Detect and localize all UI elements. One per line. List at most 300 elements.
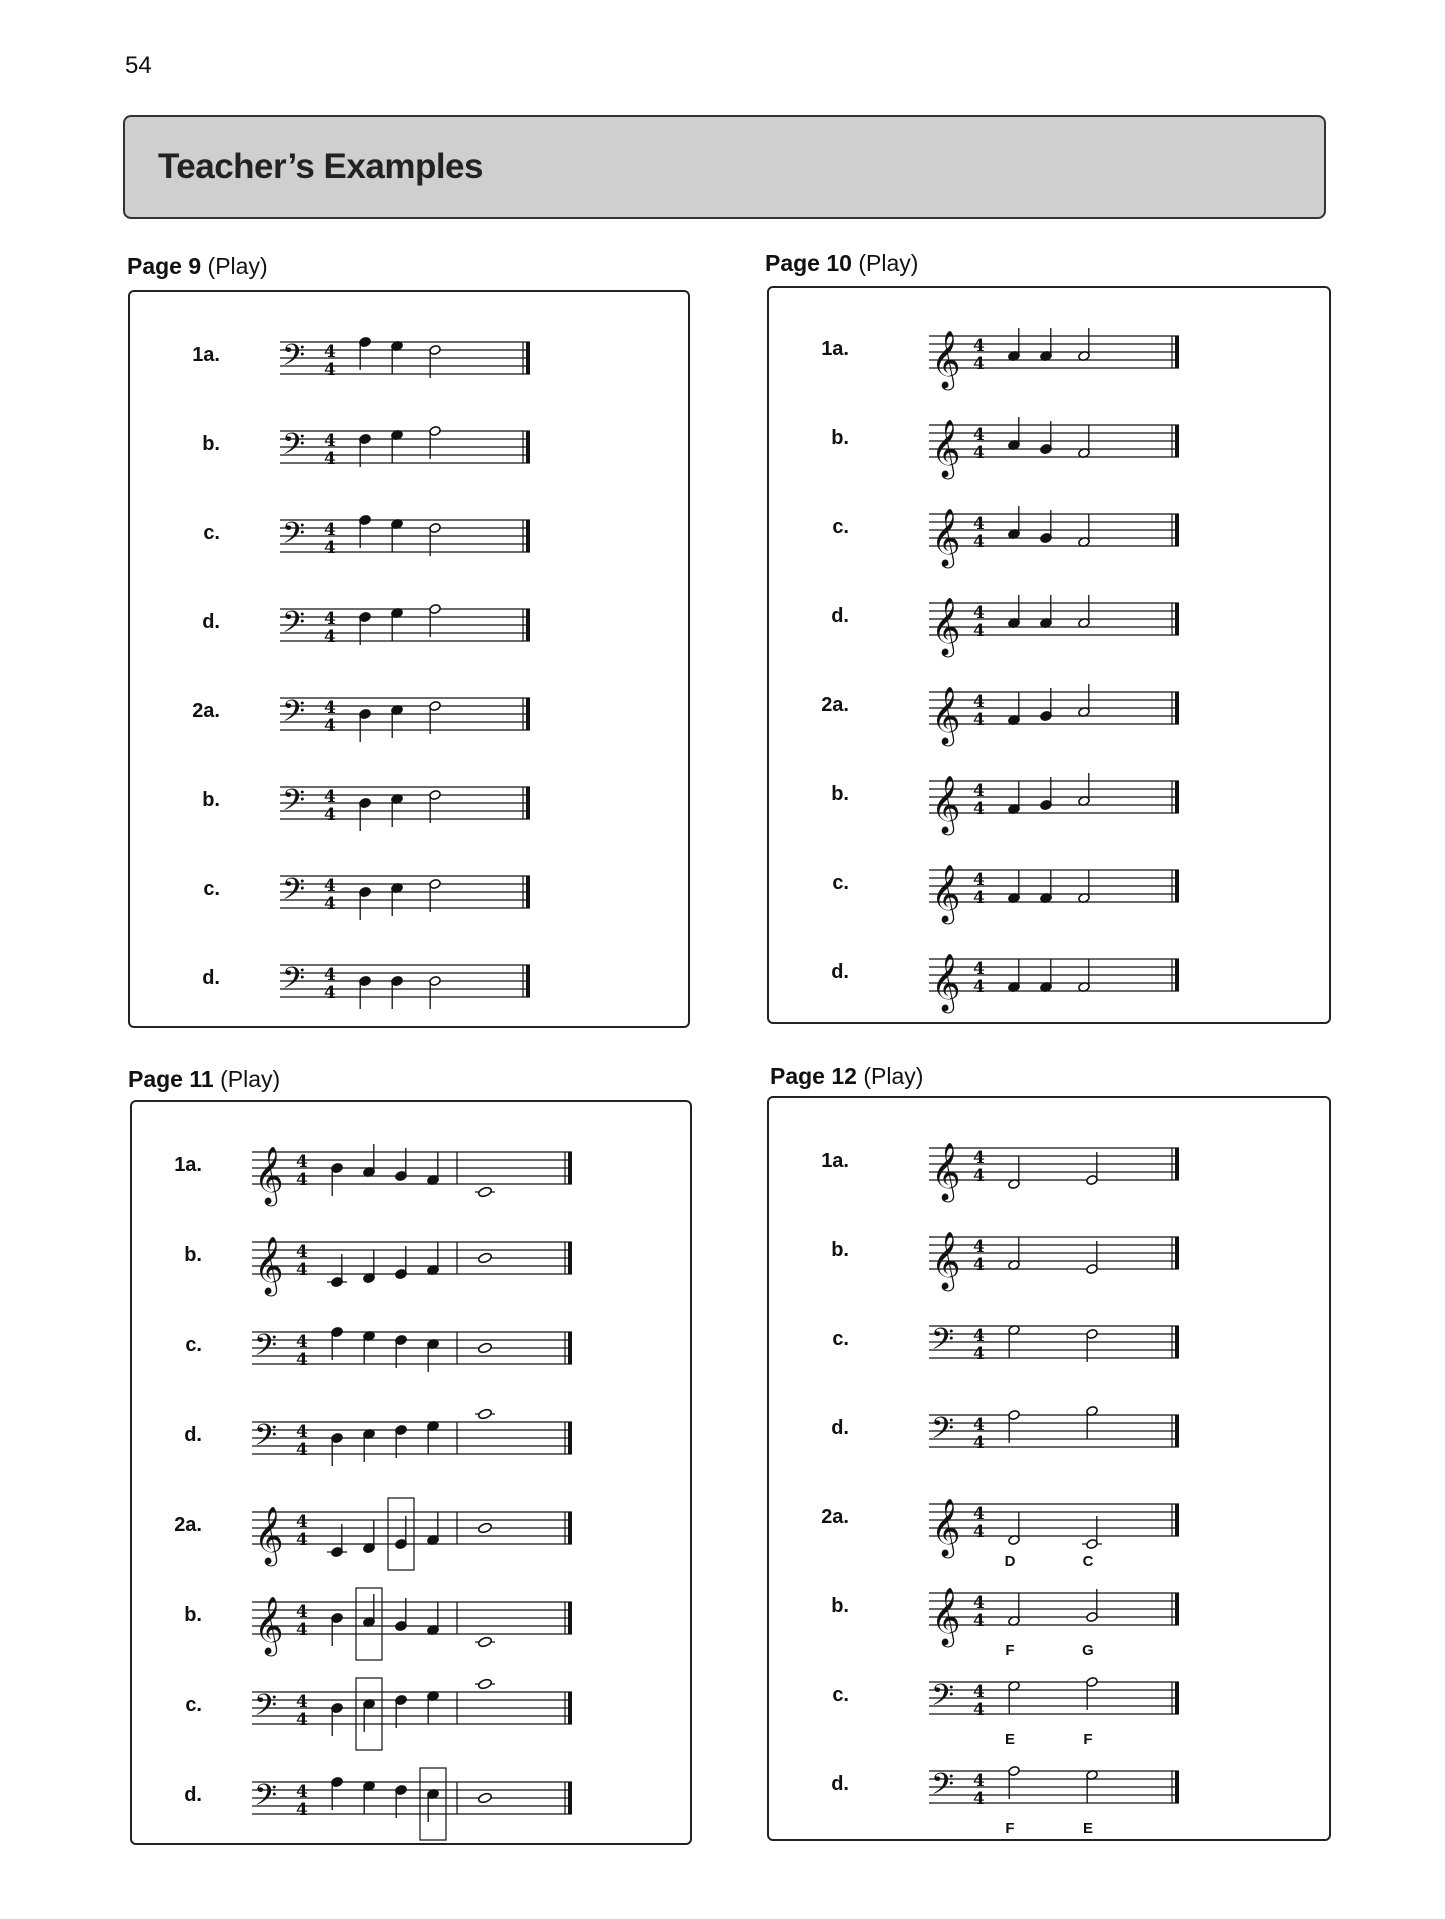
- final-barline: [526, 520, 530, 552]
- section-banner: [123, 115, 1326, 219]
- time-signature-bottom: 4: [973, 977, 985, 997]
- staff: [929, 761, 1189, 851]
- music-example: [769, 850, 1329, 920]
- exercise-panel-page-9: [128, 290, 690, 1028]
- staff: [280, 945, 540, 1035]
- example-label: b.: [202, 433, 220, 455]
- bass-clef-icon: 𝄢: [282, 962, 306, 1003]
- bass-clef-icon: 𝄢: [931, 1679, 955, 1720]
- staff: [929, 1751, 1189, 1841]
- music-example: [769, 316, 1329, 386]
- time-signature-bottom: 4: [973, 1700, 985, 1720]
- final-barline: [1175, 1326, 1179, 1358]
- music-example: [130, 589, 688, 659]
- note: [1040, 510, 1052, 543]
- notehead: [478, 1792, 493, 1804]
- treble-clef-icon: 𝄞: [254, 1236, 284, 1294]
- bass-clef-icon: 𝄢: [282, 784, 306, 825]
- note: [388, 1498, 414, 1570]
- example-label: d.: [831, 1417, 849, 1439]
- example-label: 2a.: [821, 1506, 849, 1528]
- note: [475, 1186, 495, 1198]
- note: [1005, 1593, 1020, 1659]
- music-example: [132, 1762, 690, 1832]
- final-barline: [568, 1692, 572, 1724]
- final-barline: [1175, 1415, 1179, 1447]
- example-label: b.: [184, 1604, 202, 1626]
- time-signature-bottom: 4: [973, 354, 985, 374]
- note: [1005, 1766, 1020, 1837]
- time-signature-top: 4: [324, 876, 336, 896]
- highlight-box: [420, 1768, 446, 1840]
- staff: [929, 1395, 1189, 1485]
- bass-clef-icon: 𝄢: [282, 339, 306, 380]
- note-name-label: E: [1082, 1820, 1094, 1837]
- time-signature-top: 4: [324, 965, 336, 985]
- music-example: [130, 500, 688, 570]
- note: [1086, 1241, 1098, 1274]
- exercise-panel-page-12: [767, 1096, 1331, 1841]
- notehead: [478, 1522, 493, 1534]
- example-label: 1a.: [821, 1150, 849, 1172]
- note: [391, 608, 403, 641]
- note: [420, 1768, 446, 1840]
- staff: [252, 1132, 582, 1222]
- note: [1040, 595, 1052, 628]
- note: [429, 701, 441, 734]
- time-signature-bottom: 4: [973, 621, 985, 641]
- note: [1040, 870, 1052, 903]
- note: [1008, 959, 1020, 992]
- staff: [929, 316, 1189, 406]
- note: [1040, 421, 1052, 454]
- final-barline: [526, 876, 530, 908]
- time-signature-bottom: 4: [973, 1166, 985, 1186]
- note: [363, 1250, 375, 1283]
- banner-title: Teacher’s Examples: [158, 147, 483, 186]
- note: [475, 1636, 495, 1648]
- staff: [252, 1672, 582, 1762]
- example-label: d.: [184, 1784, 202, 1806]
- final-barline: [1175, 692, 1179, 724]
- example-label: c.: [832, 1684, 849, 1706]
- note: [359, 515, 371, 548]
- note: [331, 1777, 343, 1810]
- time-signature-top: 4: [973, 1593, 985, 1613]
- note: [391, 794, 403, 827]
- note: [1040, 959, 1052, 992]
- note: [363, 1781, 375, 1814]
- final-barline: [568, 1782, 572, 1814]
- example-label: b.: [831, 427, 849, 449]
- note: [429, 790, 441, 823]
- example-label: 1a.: [192, 344, 220, 366]
- final-barline: [1175, 1148, 1179, 1180]
- time-signature-top: 4: [296, 1692, 308, 1712]
- time-signature-top: 4: [296, 1332, 308, 1352]
- music-example: [769, 494, 1329, 564]
- notehead: [478, 1678, 493, 1690]
- note: [1078, 328, 1090, 361]
- staff: [252, 1492, 582, 1582]
- time-signature-bottom: 4: [324, 360, 336, 380]
- note: [1008, 1237, 1020, 1270]
- note: [331, 1703, 343, 1736]
- note: [427, 1421, 439, 1454]
- note: [331, 1613, 343, 1646]
- music-example: [769, 1217, 1329, 1287]
- note-name-label: D: [1004, 1553, 1016, 1570]
- bass-clef-icon: 𝄢: [282, 517, 306, 558]
- note: [1008, 506, 1020, 539]
- time-signature-bottom: 4: [296, 1440, 308, 1460]
- time-signature-bottom: 4: [296, 1350, 308, 1370]
- note: [1082, 1589, 1098, 1659]
- example-label: d.: [202, 967, 220, 989]
- music-example: [132, 1672, 690, 1742]
- staff: [929, 405, 1189, 495]
- note: [363, 1429, 375, 1462]
- note: [1083, 1677, 1098, 1748]
- bass-clef-icon: 𝄢: [282, 428, 306, 469]
- example-label: 2a.: [192, 700, 220, 722]
- note: [427, 1152, 439, 1185]
- time-signature-bottom: 4: [973, 710, 985, 730]
- note: [427, 1512, 439, 1545]
- music-example: [769, 672, 1329, 742]
- treble-clef-icon: 𝄞: [931, 597, 961, 655]
- time-signature-top: 4: [973, 425, 985, 445]
- example-label: b.: [831, 1239, 849, 1261]
- music-example: [769, 1573, 1329, 1659]
- section-title-page-10: Page 10 (Play): [765, 250, 919, 276]
- note: [429, 879, 441, 912]
- staff: [280, 589, 540, 679]
- time-signature-top: 4: [296, 1782, 308, 1802]
- note: [327, 1524, 347, 1557]
- time-signature-top: 4: [296, 1602, 308, 1622]
- time-signature-top: 4: [324, 787, 336, 807]
- treble-clef-icon: 𝄞: [931, 1498, 961, 1556]
- time-signature-bottom: 4: [296, 1620, 308, 1640]
- time-signature-top: 4: [973, 1504, 985, 1524]
- note: [391, 430, 403, 463]
- note: [1040, 777, 1052, 810]
- note: [1008, 692, 1020, 725]
- note: [429, 976, 441, 1009]
- example-label: b.: [202, 789, 220, 811]
- time-signature-top: 4: [973, 1682, 985, 1702]
- highlight-box: [356, 1678, 382, 1750]
- bass-clef-icon: 𝄢: [254, 1779, 278, 1820]
- note: [327, 1254, 347, 1287]
- staff: [929, 672, 1189, 762]
- time-signature-bottom: 4: [296, 1170, 308, 1190]
- final-barline: [526, 698, 530, 730]
- final-barline: [1175, 1237, 1179, 1269]
- time-signature-top: 4: [973, 1326, 985, 1346]
- time-signature-bottom: 4: [324, 449, 336, 469]
- note: [359, 798, 371, 831]
- exercise-panel-page-11: [130, 1100, 692, 1845]
- example-label: 2a.: [821, 694, 849, 716]
- note: [1005, 1512, 1021, 1570]
- note: [1078, 870, 1090, 903]
- final-barline: [568, 1242, 572, 1274]
- time-signature-top: 4: [973, 870, 985, 890]
- note: [427, 1242, 439, 1275]
- music-example: [769, 1751, 1329, 1837]
- final-barline: [1175, 781, 1179, 813]
- staff: [929, 494, 1189, 584]
- time-signature-top: 4: [324, 520, 336, 540]
- final-barline: [526, 342, 530, 374]
- note: [391, 976, 403, 1009]
- time-signature-top: 4: [324, 342, 336, 362]
- music-example: [132, 1582, 690, 1652]
- final-barline: [1175, 1682, 1179, 1714]
- staff: [929, 1306, 1189, 1396]
- section-title-page-11: Page 11 (Play): [128, 1066, 281, 1092]
- bass-clef-icon: 𝄢: [282, 873, 306, 914]
- note: [1008, 328, 1020, 361]
- note: [391, 341, 403, 374]
- time-signature-top: 4: [296, 1242, 308, 1262]
- music-example: [769, 939, 1329, 1009]
- time-signature-top: 4: [324, 609, 336, 629]
- music-example: [769, 1306, 1329, 1376]
- note: [331, 1433, 343, 1466]
- note: [1078, 684, 1090, 717]
- example-label: b.: [184, 1244, 202, 1266]
- time-signature-bottom: 4: [973, 1789, 985, 1809]
- time-signature-bottom: 4: [296, 1260, 308, 1280]
- time-signature-bottom: 4: [324, 627, 336, 647]
- staff: [929, 1128, 1189, 1218]
- note: [1082, 1516, 1102, 1570]
- final-barline: [568, 1602, 572, 1634]
- note: [427, 1691, 439, 1724]
- note: [356, 1678, 382, 1750]
- bass-clef-icon: 𝄢: [254, 1419, 278, 1460]
- treble-clef-icon: 𝄞: [254, 1596, 284, 1654]
- notehead: [478, 1186, 493, 1198]
- final-barline: [1175, 514, 1179, 546]
- note: [1078, 773, 1090, 806]
- note: [331, 1327, 343, 1360]
- staff: [929, 1484, 1189, 1574]
- note: [427, 1602, 439, 1635]
- time-signature-bottom: 4: [296, 1800, 308, 1820]
- exercise-panel-page-10: [767, 286, 1331, 1024]
- time-signature-bottom: 4: [324, 894, 336, 914]
- final-barline: [568, 1332, 572, 1364]
- note: [1008, 595, 1020, 628]
- note: [1078, 595, 1090, 628]
- music-example: [769, 1128, 1329, 1198]
- example-label: 1a.: [821, 338, 849, 360]
- time-signature-bottom: 4: [973, 1344, 985, 1364]
- time-signature-top: 4: [973, 603, 985, 623]
- time-signature-top: 4: [296, 1512, 308, 1532]
- note: [1008, 781, 1020, 814]
- music-example: [769, 761, 1329, 831]
- example-label: c.: [203, 878, 220, 900]
- note: [356, 1588, 382, 1660]
- note: [391, 705, 403, 738]
- example-label: b.: [831, 1595, 849, 1617]
- music-example: [769, 1395, 1329, 1465]
- notehead: [478, 1342, 493, 1354]
- note: [1040, 328, 1052, 361]
- note: [331, 1163, 343, 1196]
- note: [363, 1144, 375, 1177]
- time-signature-top: 4: [973, 959, 985, 979]
- bass-clef-icon: 𝄢: [931, 1323, 955, 1364]
- note: [1078, 425, 1090, 458]
- time-signature-bottom: 4: [324, 805, 336, 825]
- treble-clef-icon: 𝄞: [931, 864, 961, 922]
- final-barline: [568, 1152, 572, 1184]
- note: [395, 1598, 407, 1631]
- staff: [929, 1573, 1189, 1663]
- note: [1008, 1325, 1020, 1358]
- time-signature-top: 4: [324, 431, 336, 451]
- staff: [280, 767, 540, 857]
- bass-clef-icon: 𝄢: [254, 1689, 278, 1730]
- notehead: [478, 1636, 493, 1648]
- music-example: [769, 1484, 1329, 1570]
- treble-clef-icon: 𝄞: [254, 1146, 284, 1204]
- treble-clef-icon: 𝄞: [931, 330, 961, 388]
- staff: [280, 856, 540, 946]
- staff: [252, 1222, 582, 1312]
- time-signature-top: 4: [973, 514, 985, 534]
- bass-clef-icon: 𝄢: [282, 695, 306, 736]
- note: [429, 426, 441, 459]
- example-label: d.: [831, 605, 849, 627]
- final-barline: [526, 787, 530, 819]
- time-signature-bottom: 4: [973, 1522, 985, 1542]
- staff: [280, 322, 540, 412]
- music-example: [769, 405, 1329, 475]
- note: [391, 883, 403, 916]
- note: [429, 523, 441, 556]
- section-title-page-9: Page 9 (Play): [127, 253, 268, 279]
- time-signature-bottom: 4: [296, 1710, 308, 1730]
- note: [1008, 417, 1020, 450]
- staff: [929, 850, 1189, 940]
- note: [1040, 688, 1052, 721]
- final-barline: [1175, 1504, 1179, 1536]
- time-signature-top: 4: [973, 692, 985, 712]
- final-barline: [1175, 1771, 1179, 1803]
- page-number: 54: [125, 52, 152, 79]
- bass-clef-icon: 𝄢: [931, 1412, 955, 1453]
- note: [1008, 1410, 1020, 1443]
- example-label: c.: [203, 522, 220, 544]
- note-name-label: C: [1082, 1553, 1094, 1570]
- example-label: d.: [831, 1773, 849, 1795]
- music-example: [130, 945, 688, 1015]
- time-signature-top: 4: [973, 1771, 985, 1791]
- example-label: b.: [831, 783, 849, 805]
- example-label: c.: [832, 516, 849, 538]
- treble-clef-icon: 𝄞: [931, 953, 961, 1011]
- time-signature-bottom: 4: [973, 799, 985, 819]
- treble-clef-icon: 𝄞: [931, 1142, 961, 1200]
- final-barline: [1175, 959, 1179, 991]
- time-signature-top: 4: [973, 1237, 985, 1257]
- note: [429, 345, 441, 378]
- note-name-label: E: [1004, 1731, 1016, 1748]
- music-example: [132, 1222, 690, 1292]
- notehead: [478, 1408, 493, 1420]
- note: [363, 1331, 375, 1364]
- music-example: [769, 583, 1329, 653]
- treble-clef-icon: 𝄞: [931, 1587, 961, 1645]
- note: [395, 1425, 407, 1458]
- note: [363, 1520, 375, 1553]
- note: [1078, 959, 1090, 992]
- time-signature-bottom: 4: [973, 1255, 985, 1275]
- example-label: d.: [831, 961, 849, 983]
- final-barline: [526, 965, 530, 997]
- time-signature-bottom: 4: [973, 443, 985, 463]
- note: [1086, 1406, 1098, 1439]
- note-name-label: F: [1083, 1731, 1093, 1748]
- time-signature-bottom: 4: [973, 532, 985, 552]
- music-example: [769, 1662, 1329, 1748]
- bass-clef-icon: 𝄢: [254, 1329, 278, 1370]
- final-barline: [568, 1512, 572, 1544]
- staff: [252, 1312, 582, 1402]
- time-signature-bottom: 4: [973, 1611, 985, 1631]
- note: [359, 434, 371, 467]
- note: [478, 1342, 493, 1354]
- final-barline: [1175, 425, 1179, 457]
- final-barline: [1175, 870, 1179, 902]
- example-label: c.: [185, 1334, 202, 1356]
- note: [429, 604, 441, 637]
- note: [1008, 870, 1020, 903]
- final-barline: [526, 431, 530, 463]
- time-signature-top: 4: [973, 1148, 985, 1168]
- note: [475, 1408, 495, 1420]
- section-title-page-12: Page 12 (Play): [770, 1063, 924, 1089]
- note: [359, 337, 371, 370]
- example-label: c.: [832, 1328, 849, 1350]
- note: [478, 1252, 493, 1264]
- note: [1008, 1156, 1020, 1189]
- time-signature-top: 4: [973, 336, 985, 356]
- music-example: [130, 322, 688, 392]
- note: [395, 1785, 407, 1818]
- note: [1086, 1152, 1098, 1185]
- music-example: [130, 767, 688, 837]
- final-barline: [526, 609, 530, 641]
- music-example: [132, 1492, 690, 1562]
- note: [395, 1335, 407, 1368]
- time-signature-top: 4: [973, 781, 985, 801]
- music-example: [132, 1312, 690, 1382]
- treble-clef-icon: 𝄞: [931, 775, 961, 833]
- staff: [280, 678, 540, 768]
- staff: [929, 939, 1189, 1029]
- music-example: [132, 1402, 690, 1472]
- time-signature-top: 4: [324, 698, 336, 718]
- treble-clef-icon: 𝄞: [254, 1506, 284, 1564]
